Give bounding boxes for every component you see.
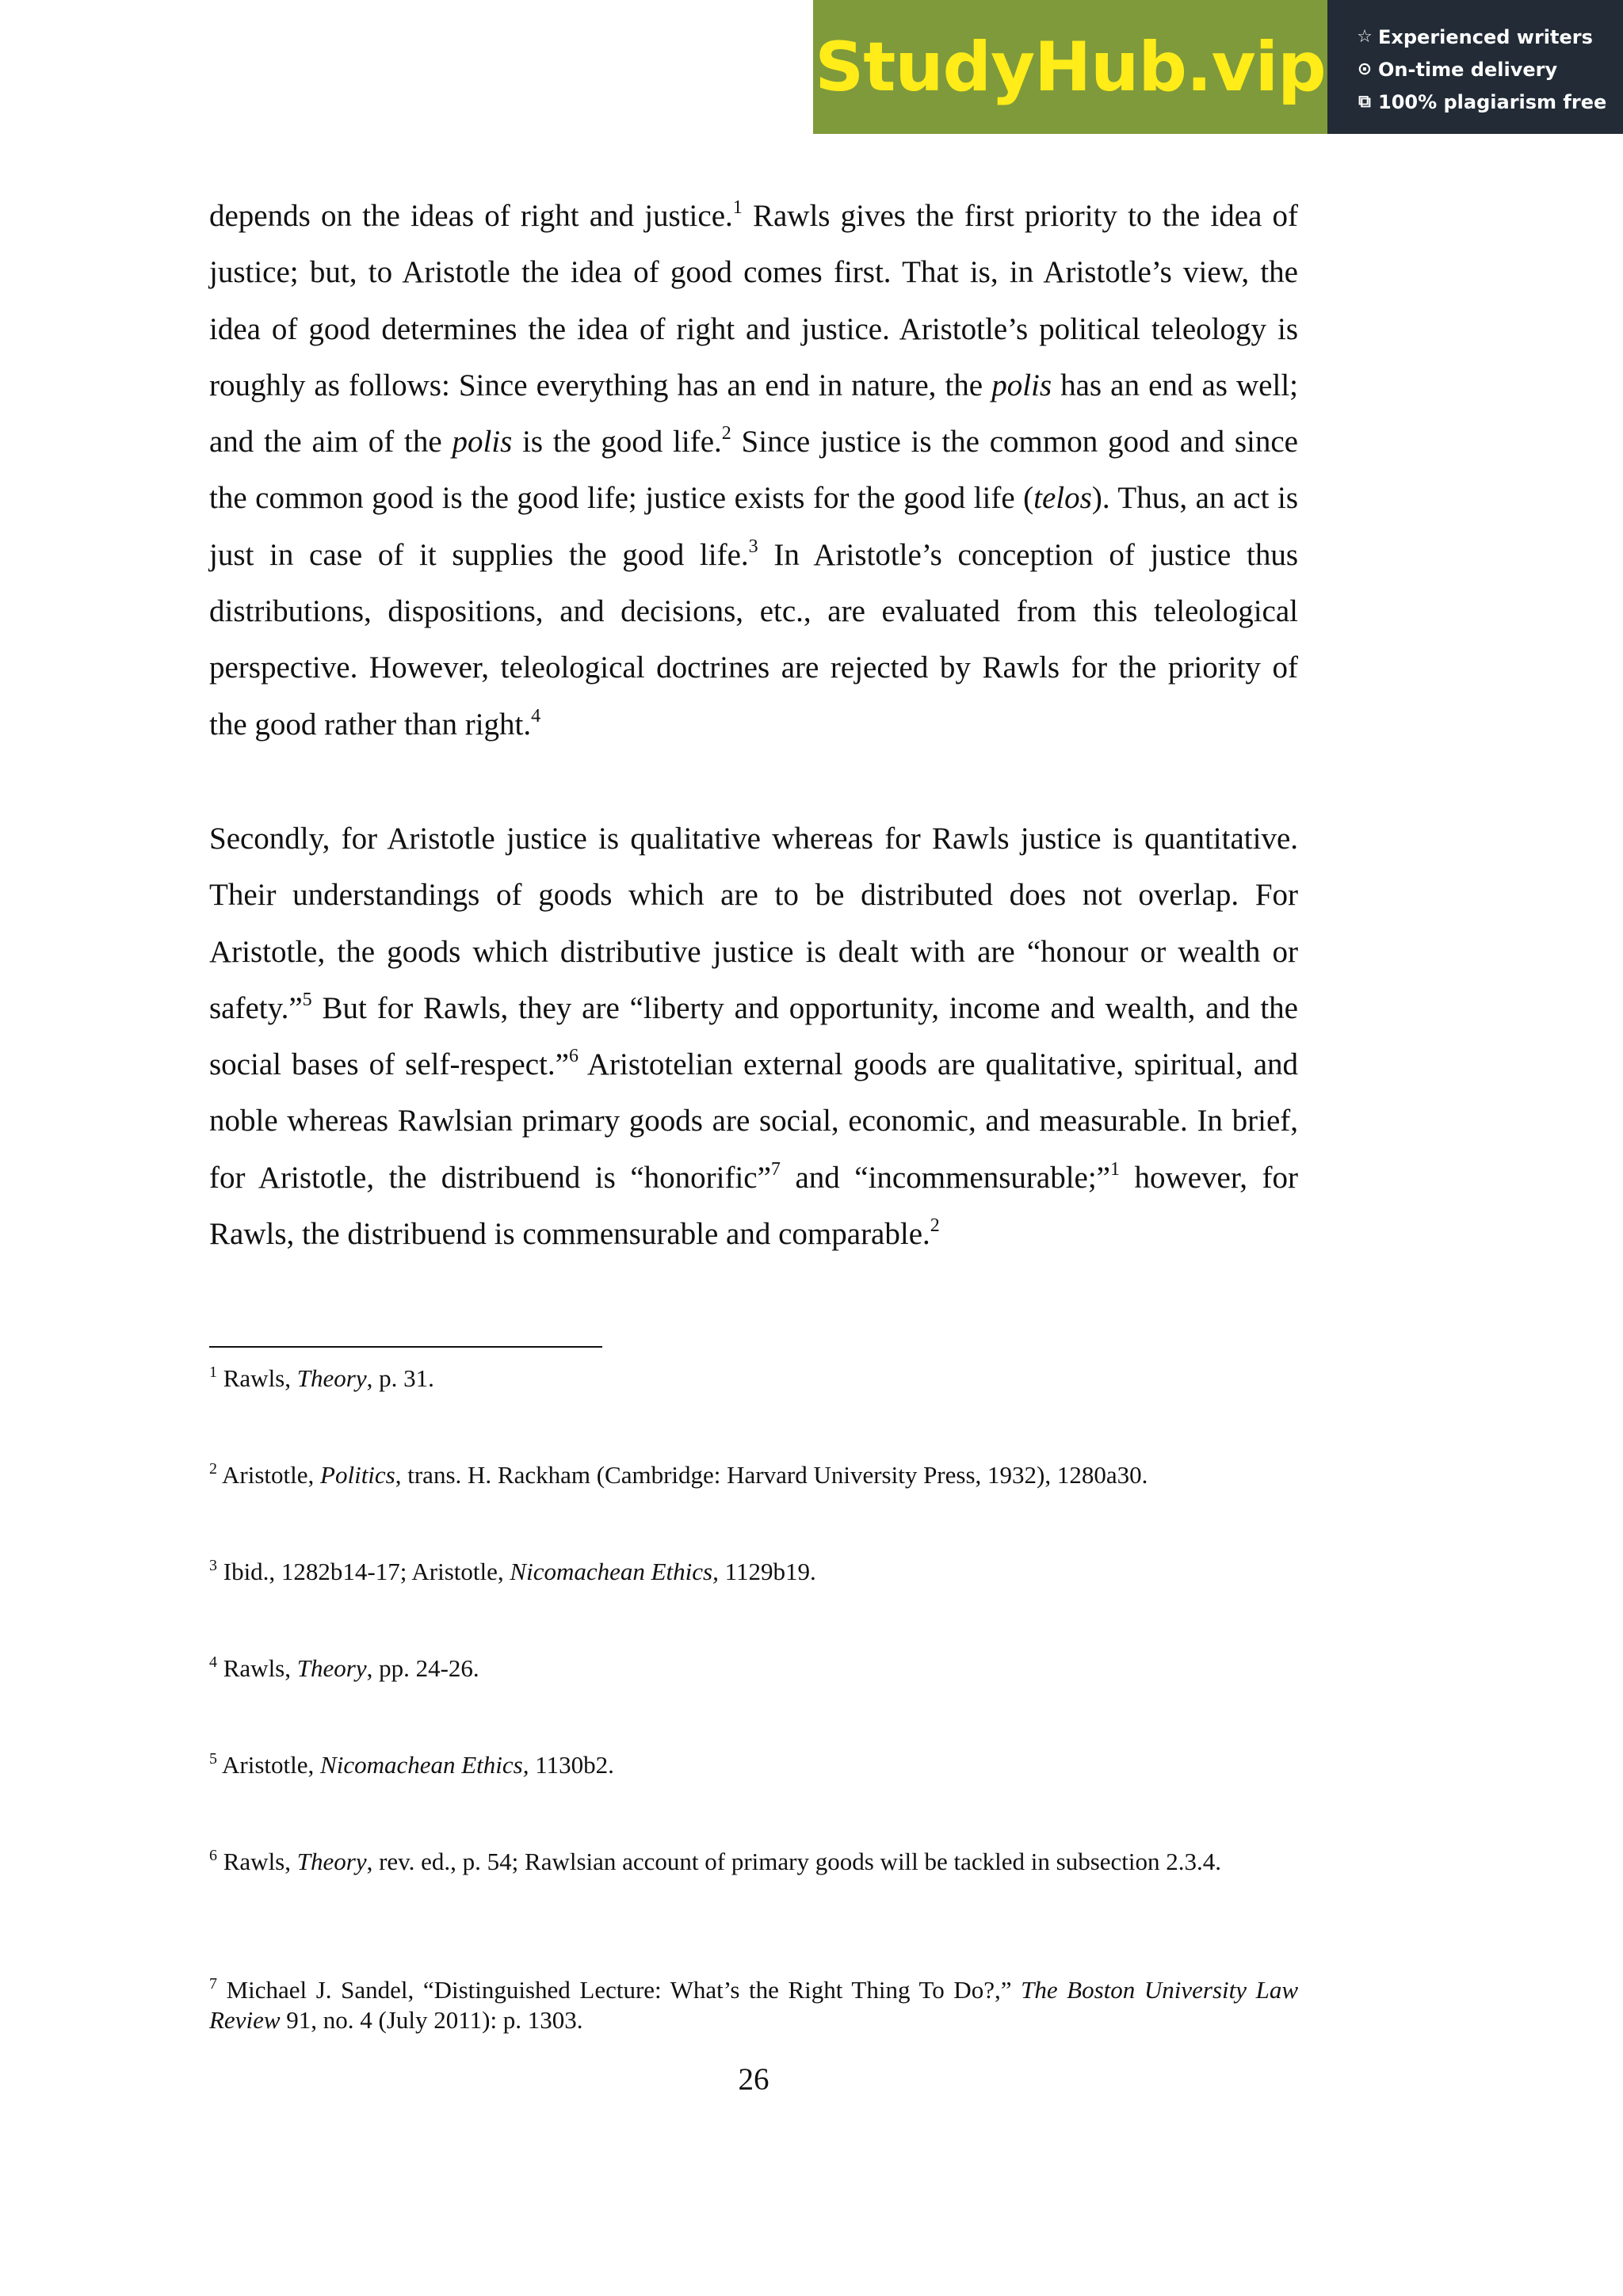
text-run: , pp. 24-26. (366, 1654, 479, 1682)
italic-text: polis (452, 425, 513, 460)
copy-icon: ⧉ (1358, 92, 1371, 112)
text-run: Secondly, for Aristotle justice is qualitative whereas for Rawls justice is quantitative. Their understandings of goods which are to be distributed does not overlap. For Aristotle, the goods which distributive justice is dealt with are “honour or wealth or safety.” (209, 822, 1298, 1025)
footnote-ref: 1 (1110, 1158, 1120, 1180)
text-run: Ibid., 1282b14-17; Aristotle, (217, 1558, 510, 1585)
text-run: Michael J. Sandel, “Distinguished Lecture: What’s the Right Thing To Do?,” (217, 1976, 1022, 2004)
body-paragraph-2 (209, 810, 1298, 1262)
text-run: Rawls, (217, 1848, 297, 1875)
text-run: Aristotle, (217, 1751, 321, 1779)
italic-text: Nicomachean Ethics, (510, 1558, 719, 1585)
text-run: Aristotelian external goods are qualitative, spiritual, and noble whereas Rawlsian primary goods are social, economic, and measurable. In brief, for Aristotle, the distribuend is “honorific” (209, 1047, 1299, 1195)
footnote-ref: 2 (209, 1460, 217, 1478)
footnote-2 (209, 1460, 1298, 1490)
studyhub-banner[interactable] (813, 0, 1623, 134)
footnote-7 (209, 1975, 1298, 2035)
brand-logo[interactable] (813, 0, 1327, 134)
footnote-ref: 3 (209, 1557, 217, 1574)
text-run: Aristotle, (217, 1461, 321, 1489)
text-run: depends on the ideas of right and justice. (209, 199, 733, 233)
text-run: has an end as well; and the aim of the (209, 368, 1298, 460)
footnote-ref: 6 (209, 1847, 217, 1864)
italic-text: Politics (320, 1461, 395, 1489)
footnote-ref: 4 (531, 705, 541, 727)
footnote-3 (209, 1557, 1298, 1587)
feature-experienced-writers (1354, 21, 1623, 53)
italic-text: telos (1033, 481, 1092, 516)
italic-text: polis (991, 368, 1052, 402)
clock-icon: ⊙ (1357, 59, 1373, 79)
text-run: , trans. H. Rackham (Cambridge: Harvard University Press, 1932), 1280a30. (395, 1461, 1148, 1489)
text-run: Rawls, (217, 1364, 297, 1392)
feature-label: On-time delivery (1378, 58, 1558, 81)
italic-text: Theory (296, 1654, 367, 1682)
footnote-ref: 2 (721, 423, 731, 444)
page-number: 26 (738, 2062, 769, 2096)
italic-text: Nicomachean Ethics, (320, 1751, 529, 1779)
footnote-ref: 2 (930, 1215, 940, 1237)
footnote-6 (209, 1847, 1298, 1877)
footnote-separator (209, 1346, 602, 1348)
text-run: Rawls, (217, 1654, 297, 1682)
text-run: , rev. ed., p. 54; Rawlsian account of primary goods will be tackled in subsection 2.3.4. (366, 1848, 1222, 1875)
footnote-ref: 7 (770, 1158, 781, 1180)
footnote-ref: 6 (568, 1046, 579, 1067)
feature-list (1327, 0, 1623, 134)
feature-label: 100% plagiarism free (1378, 90, 1607, 113)
footnote-ref: 1 (209, 1363, 217, 1381)
italic-text: Theory (296, 1364, 367, 1392)
text-run: But for Rawls, they are “liberty and opportunity, income and wealth, and the social bases of self-respect.” (209, 990, 1298, 1082)
body-paragraph-1 (209, 188, 1298, 753)
text-run: is the good life. (512, 425, 722, 460)
text-run: Rawls gives the first priority to the idea of justice; but, to Aristotle the idea of good comes first. That is, in Aristotle’s view, the idea of good determines the idea of right and justice. Aristotle’s political teleology is roughly as follows: Since everything has an end in nature, the (209, 199, 1298, 402)
star-icon: ☆ (1357, 27, 1373, 47)
footnote-ref: 1 (732, 197, 743, 218)
text-run: however, for Rawls, the distribuend is commensurable and comparable. (209, 1160, 1298, 1252)
text-run: 1129b19. (718, 1558, 816, 1585)
text-run: 91, no. 4 (July 2011): p. 1303. (280, 2006, 583, 2034)
footnote-ref: 3 (748, 536, 758, 557)
brand-logo-text: StudyHub.vip (815, 27, 1326, 107)
text-run: In Aristotle’s conception of justice thus distributions, dispositions, and decisions, etc., are evaluated from this teleological perspective. However, teleological doctrines are rejected by Rawls for the priority of the good rather than right. (209, 537, 1298, 742)
feature-plagiarism-free (1354, 86, 1623, 118)
italic-text: Theory (296, 1848, 367, 1875)
footnote-ref: 7 (209, 1975, 217, 1993)
text-run: Since justice is the common good and since the common good is the good life; justice exists for the good life ( (209, 425, 1298, 516)
footnote-4 (209, 1653, 1298, 1684)
footnote-ref: 5 (209, 1750, 217, 1768)
footnote-ref: 4 (209, 1653, 217, 1671)
text-run: 1130b2. (529, 1751, 614, 1779)
text-run: , p. 31. (366, 1364, 434, 1392)
footnote-1 (209, 1363, 1298, 1394)
footnote-5 (209, 1750, 1298, 1780)
feature-label: Experienced writers (1378, 25, 1593, 48)
feature-on-time-delivery (1354, 53, 1623, 86)
text-run: and “incommensurable;” (780, 1160, 1110, 1195)
text-run: ). Thus, an act is just in case of it supplies the good life. (209, 481, 1298, 572)
italic-text: The Boston University Law Review (209, 1976, 1298, 2034)
footnote-ref: 5 (302, 989, 312, 1010)
